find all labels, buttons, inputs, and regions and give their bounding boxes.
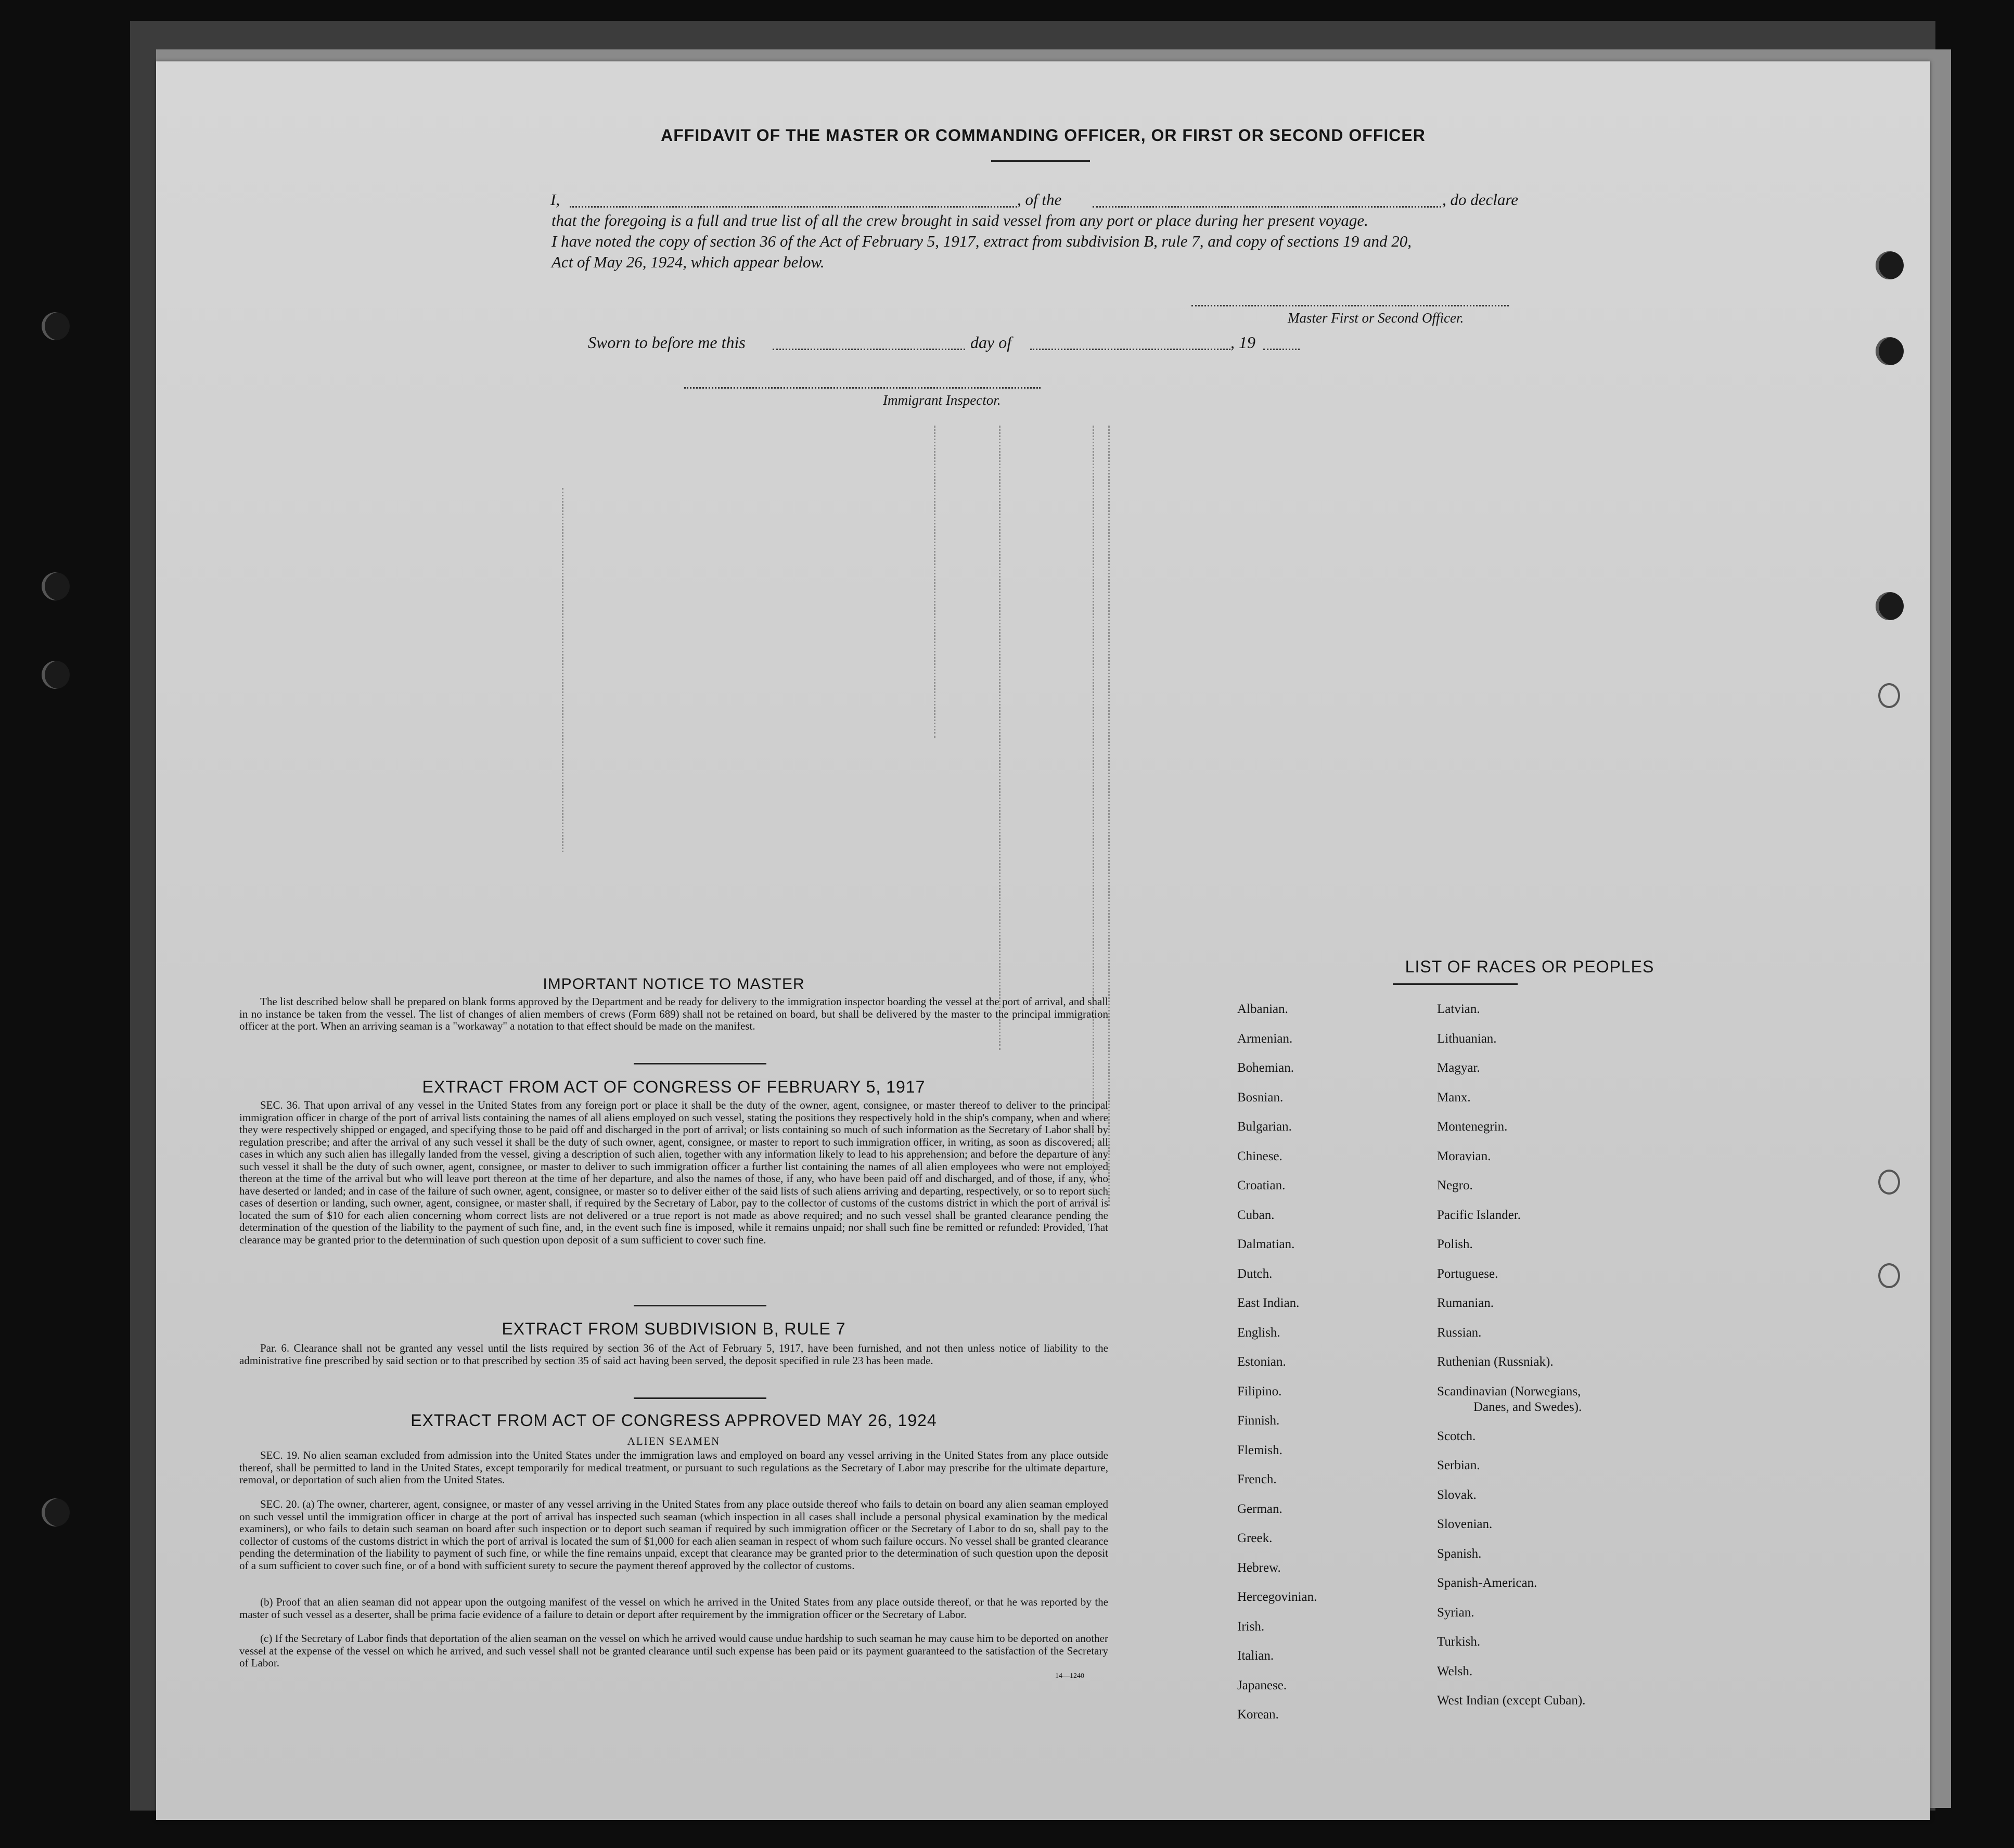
day-of-label: day of	[970, 333, 1012, 352]
section-divider	[634, 1397, 766, 1399]
race-item: Slovak.	[1437, 1487, 1477, 1502]
race-item: Flemish.	[1237, 1443, 1282, 1457]
race-item: Slovenian.	[1437, 1517, 1493, 1531]
race-item: Latvian.	[1437, 1002, 1480, 1016]
race-item: Italian.	[1237, 1649, 1274, 1663]
race-item: Russian.	[1437, 1325, 1482, 1340]
race-item: German.	[1237, 1502, 1282, 1516]
document-page	[156, 61, 1930, 1820]
race-item: Syrian.	[1437, 1605, 1474, 1620]
race-item: Irish.	[1237, 1619, 1265, 1634]
affidavit-title: AFFIDAVIT OF THE MASTER OR COMMANDING OFFICER, OR FIRST OR SECOND OFFICER	[661, 126, 1426, 145]
race-item: Hercegovinian.	[1237, 1590, 1317, 1604]
affidavit-line-4: Act of May 26, 1924, which appear below.	[551, 253, 825, 271]
bleed-through-rule	[1108, 426, 1110, 1206]
race-item: Spanish.	[1437, 1546, 1482, 1561]
race-item: Pacific Islander.	[1437, 1208, 1521, 1222]
section-divider	[634, 1063, 766, 1064]
bleed-through-rule	[934, 426, 935, 738]
notice-body: The list described below shall be prepared on blank forms approved by the Department and be ready for delivery to the immigration inspector boarding the vessel at the port of arrival, and shall in no instance be taken from the vessel. The list of changes of alien members of crews (Form 689) shall not be retained on board, but shall be delivered by the master to the principal immigration officer at the port. When an arriving seaman is a "workaway" a notation to that effect should be made on the manifest.	[239, 995, 1108, 1032]
race-item: Ruthenian (Russniak).	[1437, 1355, 1554, 1369]
form-number: 14—1240	[1055, 1672, 1084, 1680]
race-item: Serbian.	[1437, 1458, 1480, 1472]
extract-1924-title: EXTRACT FROM ACT OF CONGRESS APPROVED MAY 26, 1924	[411, 1411, 937, 1430]
sworn-label: Sworn to before me this	[588, 333, 746, 352]
race-item: Dalmatian.	[1237, 1237, 1295, 1251]
race-item: Hebrew.	[1237, 1560, 1281, 1575]
sec-19-text: SEC. 19. No alien seaman excluded from admission into the United States under the immigration laws and employed on board any vessel arriving in the United States from any place outside thereof, shall be permitted to land in the United States, except temporarily for medical treatment, or pursuant to such regulations as the Secretary of Labor may prescribe for the ultimate departure, removal, or deportation of such alien from the United States.	[239, 1449, 1108, 1486]
race-item: Estonian.	[1237, 1355, 1286, 1369]
race-item: Lithuanian.	[1437, 1031, 1497, 1046]
bleed-through-rule	[999, 426, 1000, 1050]
race-item: Bohemian.	[1237, 1061, 1294, 1075]
punch-hole	[1878, 1170, 1900, 1195]
punch-hole	[42, 312, 70, 340]
affidavit-declare-label: , do declare	[1442, 190, 1519, 209]
master-signature-blank[interactable]	[1191, 305, 1509, 306]
race-item: Negro.	[1437, 1178, 1473, 1192]
race-item: Spanish-American.	[1437, 1576, 1537, 1590]
vessel-blank[interactable]	[1093, 206, 1441, 208]
races-title: LIST OF RACES OR PEOPLES	[1405, 957, 1654, 976]
race-item: Korean.	[1237, 1708, 1279, 1722]
sec-20c-text: (c) If the Secretary of Labor finds that deportation of the alien seaman on the vessel on which he arrived would cause undue hardship to such seaman he may cause him to be deported on another vessel at the expense of the vessel on which he arrived, and such vessel shall not be granted clearance until such expense has been paid or its payment guaranteed to the satisfaction of the Secretary of Labor.	[239, 1632, 1108, 1669]
race-item: Croatian.	[1237, 1178, 1286, 1192]
extract-1917-body: SEC. 36. That upon arrival of any vessel in the United States from any foreign port or place it shall be the duty of the owner, agent, consignee, or master thereof to deliver to the principal immigration officer in charge of the port of arrival lists containing the names of all aliens employed on such vessel, stating the positions they respectively hold in the ship's company, when and where they were respectively shipped or engaged, and specifying those to be paid off and discharged in the port of arrival; or lists containing so much of such information as the Secretary of Labor shall by regulation prescribe; and after the arrival of any such vessel it shall be the duty of such owner, agent, consignee, or master to report to such immigration officer, in writing, as soon as discovered, all cases in which any such alien has illegally landed from the vessel, giving a description of such alien, together with any information likely to lead to his apprehension; and before the departure of any such vessel it shall be the duty of such owner, agent, consignee, or master to deliver to such immigration officer a further list containing the names of all alien employees who were not employed thereon at the time of the arrival but who will leave port thereon at the time of her departure, and also the names of those, if any, who have been paid off and discharged, and of those, if any, who have deserted or landed; and in case of the failure of such owner, agent, consignee, or master so to deliver either of the said lists of such aliens arriving and departing, respectively, or so to report such cases of desertion or landing, such owner, agent, consignee, or master shall, if required by the Secretary of Labor, pay to the collector of customs of the customs district in which the port of arrival is located the sum of $10 for each alien concerning whom correct lists are not delivered or a true report is not made as above required; and no such vessel shall be granted clearance pending the determination of the question of the liability to the payment of such fine, and, in the event such fine is imposed, while it remains unpaid; nor shall such fine be remitted or refunded: Provided, That clearance may be granted prior to the determination of such question upon deposit of a sum sufficient to cover such fine.	[239, 1099, 1108, 1246]
race-item: French.	[1237, 1472, 1277, 1486]
affidavit-i-label: I,	[550, 190, 560, 209]
race-item: Portuguese.	[1437, 1266, 1498, 1281]
sworn-day-blank[interactable]	[773, 349, 965, 350]
race-item: West Indian (except Cuban).	[1437, 1693, 1586, 1708]
race-item: Welsh.	[1437, 1664, 1473, 1678]
punch-hole	[1876, 337, 1904, 365]
sworn-year-blank[interactable]	[1263, 349, 1300, 350]
punch-hole	[42, 1498, 70, 1526]
sec-20a-text: SEC. 20. (a) The owner, charterer, agent, consignee, or master of any vessel arriving in the United States from any place outside thereof who fails to detain on board any alien seaman employed on such vessel until the immigration officer in charge at the port of arrival has inspected such seaman (which inspection in all cases shall include a personal physical examination by the medical examiners), or who fails to detain such seaman on board after such inspection or to deport such seaman if required by such immigration officer or the Secretary of Labor to do so, shall pay to the collector of customs of the customs district in which the port of arrival is located the sum of $1,000 for each alien seaman in respect of whom such failure occurs. No vessel shall be granted clearance pending the determination of the liability to payment of such fine, or while the fine remains unpaid, except that clearance may be granted prior to the determination of such question upon the deposit of a sum sufficient to cover such fine, or of a bond with sufficient surety to secure the payment thereof approved by the collector of customs.	[239, 1498, 1108, 1572]
race-item: Japanese.	[1237, 1678, 1287, 1692]
race-item: East Indian.	[1237, 1296, 1300, 1310]
race-item: Moravian.	[1437, 1149, 1491, 1163]
punch-hole	[1878, 1263, 1900, 1288]
race-item: Armenian.	[1237, 1031, 1293, 1046]
punch-hole	[1878, 683, 1900, 708]
race-item: Cuban.	[1237, 1208, 1275, 1222]
punch-hole	[42, 572, 70, 600]
title-divider	[991, 160, 1090, 162]
section-divider	[634, 1305, 766, 1306]
sec-20b-text: (b) Proof that an alien seaman did not appear upon the outgoing manifest of the vessel on which he arrived in the United States from any place outside thereof, or that he was reported by the master of such vessel as a deserter, shall be prima facie evidence of a failure to detain or deport after requirement by the immigration officer or the Secretary of Labor.	[239, 1596, 1108, 1621]
affidavit-of-label: , of the	[1017, 190, 1062, 209]
sworn-month-blank[interactable]	[1030, 349, 1230, 350]
subdivision-b-body: Par. 6. Clearance shall not be granted any vessel until the lists required by section 36 of the Act of February 5, 1917, have been furnished, and not then unless notice of liability to the administrative fine prescribed by said section or to that prescribed by section 35 of said act having been served, the deposit specified in rule 23 has been made.	[239, 1342, 1108, 1367]
race-item: Danes, and Swedes).	[1473, 1400, 1582, 1414]
race-item: Chinese.	[1237, 1149, 1282, 1163]
race-item: Finnish.	[1237, 1414, 1280, 1428]
affidavit-line-2: that the foregoing is a full and true list of all the crew brought in said vessel from any port or place during her present voyage.	[551, 211, 1368, 229]
race-item: Greek.	[1237, 1531, 1273, 1545]
race-item: Scotch.	[1437, 1429, 1476, 1443]
race-item: Filipino.	[1237, 1384, 1282, 1398]
inspector-signature-label: Immigrant Inspector.	[883, 392, 1001, 408]
notice-title: IMPORTANT NOTICE TO MASTER	[543, 976, 805, 993]
name-blank[interactable]	[570, 206, 1017, 208]
punch-hole	[42, 661, 70, 689]
year-label: , 19	[1230, 333, 1255, 352]
punch-hole	[1876, 592, 1904, 620]
race-item: Bulgarian.	[1237, 1120, 1292, 1134]
race-item: Scandinavian (Norwegians,	[1437, 1384, 1581, 1398]
race-item: Bosnian.	[1237, 1090, 1284, 1105]
subdivision-b-title: EXTRACT FROM SUBDIVISION B, RULE 7	[502, 1319, 846, 1338]
punch-hole	[1876, 251, 1904, 279]
race-item: English.	[1237, 1325, 1280, 1340]
bleed-through-rule	[562, 488, 563, 852]
master-signature-label: Master First or Second Officer.	[1288, 310, 1464, 326]
race-item: Turkish.	[1437, 1635, 1481, 1649]
race-item: Manx.	[1437, 1090, 1471, 1105]
race-item: Magyar.	[1437, 1061, 1480, 1075]
inspector-signature-blank[interactable]	[684, 387, 1041, 389]
alien-seamen-subtitle: ALIEN SEAMEN	[627, 1435, 721, 1447]
race-item: Polish.	[1437, 1237, 1473, 1251]
race-item: Albanian.	[1237, 1002, 1288, 1016]
extract-1917-title: EXTRACT FROM ACT OF CONGRESS OF FEBRUARY 5, 1917	[422, 1077, 926, 1096]
affidavit-line-3: I have noted the copy of section 36 of the Act of February 5, 1917, extract from subdivision B, rule 7, and copy of sections 19 and 20,	[551, 232, 1412, 250]
race-item: Dutch.	[1237, 1266, 1273, 1281]
races-divider	[1393, 983, 1518, 985]
race-item: Rumanian.	[1437, 1296, 1494, 1310]
race-item: Montenegrin.	[1437, 1120, 1508, 1134]
